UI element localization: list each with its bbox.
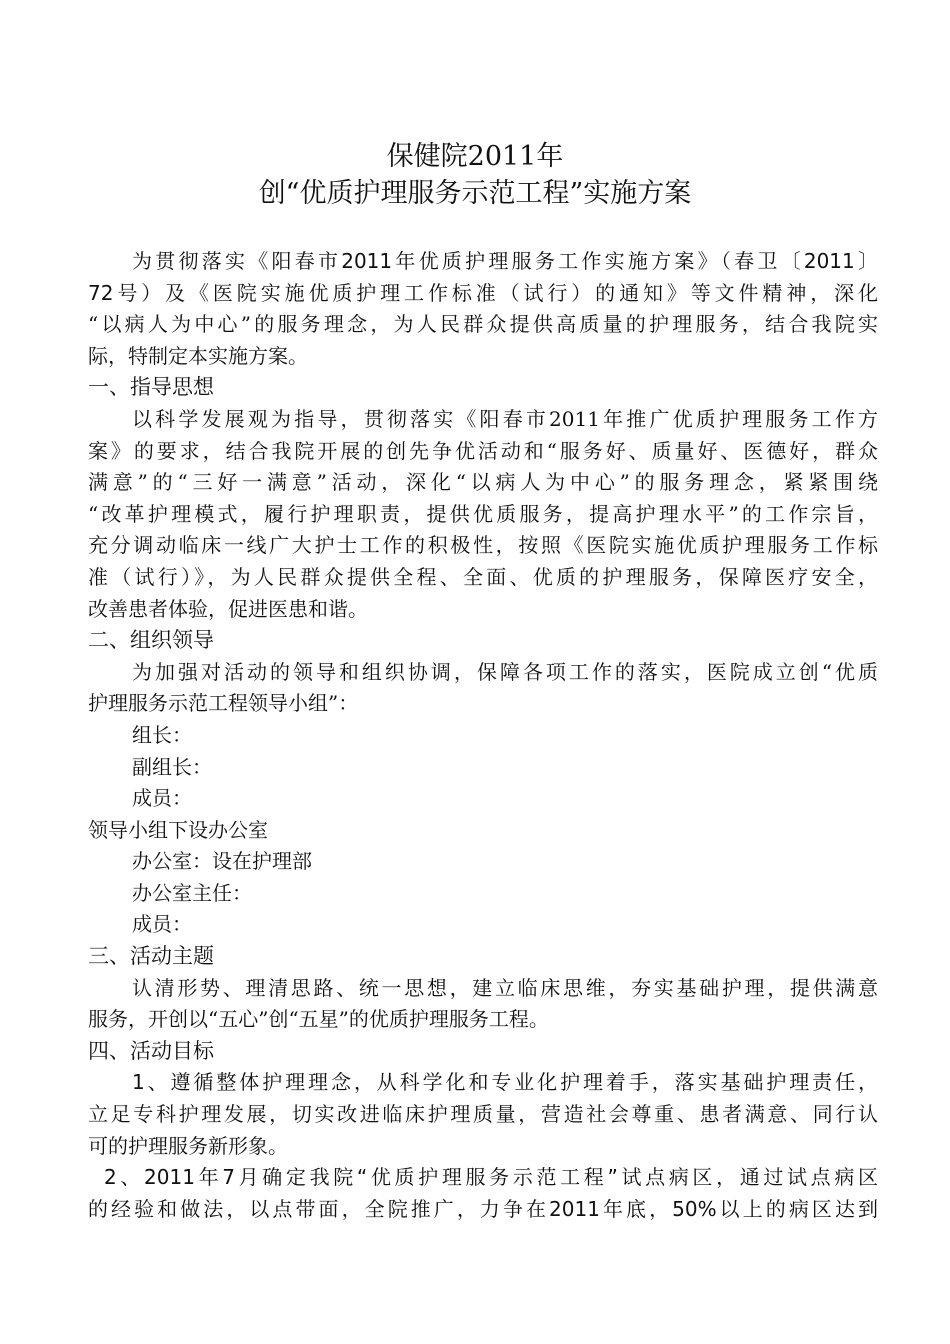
goal-item-line: 的经验和做法，以点带面，全院推广，力争在2011年底，50%以上的病区达到 [88,1196,878,1221]
paragraph-line: 护理服务示范工程领导小组”： [88,691,359,716]
section-heading-guiding-ideology: 一、指导思想 [88,375,214,400]
paragraph-line: 满意”的“三好一满意”活动，深化“以病人为中心”的服务理念，紧紧围绕 [88,470,878,495]
goal-item-line: 立足专科护理发展，切实改进临床护理质量，营造社会尊重、患者满意、同行认 [88,1102,878,1127]
goal-item-line: 1、遵循整体护理理念，从科学化和专业化护理着手，落实基础护理责任， [132,1070,878,1095]
section-heading-goals: 四、活动目标 [88,1038,214,1063]
paragraph-line: 准（试行）》，为人民群众提供全程、全面、优质的护理服务，保障医疗安全， [88,564,878,589]
section-heading-theme: 三、活动主题 [88,944,214,969]
paragraph-line: 认清形势、理清思路、统一思想，建立临床思维，夯实基础护理，提供满意 [132,975,878,1000]
goal-item-line: 可的护理服务新形象。 [88,1133,288,1158]
document-title-line-2: 创“优质护理服务示范工程”实施方案 [258,178,692,209]
office-intro: 领导小组下设办公室 [88,817,268,842]
intro-line: 72号）及《医院实施优质护理工作标准（试行）的通知》等文件精神，深化 [88,280,878,305]
paragraph-line: 案》的要求，结合我院开展的创先争优活动和“服务好、质量好、医德好，群众 [88,438,878,463]
paragraph-line: 以科学发展观为指导，贯彻落实《阳春市2011年推广优质护理服务工作方 [132,406,878,431]
group-leader-label: 组长： [132,722,192,747]
intro-line: “以病人为中心”的服务理念，为人民群众提供高质量的护理服务，结合我院实 [88,312,878,337]
intro-line: 际，特制定本实施方案。 [88,343,308,368]
section-heading-organization: 二、组织领导 [88,628,214,653]
paragraph-line: 为加强对活动的领导和组织协调，保障各项工作的落实，医院成立创“优质 [132,659,878,684]
paragraph-line: “改革护理模式，履行护理职责，提供优质服务，提高护理水平”的工作宗旨， [88,501,878,526]
office-members-label: 成员： [132,912,192,937]
paragraph-line: 充分调动临床一线广大护士工作的积极性，按照《医院实施优质护理服务工作标 [88,533,878,558]
office-director-label: 办公室主任： [132,880,252,905]
goal-item-line: 2、2011年7月确定我院“优质护理服务示范工程”试点病区，通过试点病区 [104,1165,878,1190]
intro-line: 为贯彻落实《阳春市2011年优质护理服务工作实施方案》（春卫〔2011〕 [132,249,878,273]
paragraph-line: 改善患者体验，促进医患和谐。 [88,596,368,621]
document-title-line-1: 保健院2011年 [386,141,564,172]
paragraph-line: 服务，开创以“五心”创“五星”的优质护理服务工程。 [88,1007,549,1032]
document-body [88,246,878,1225]
office-location: 办公室：设在护理部 [132,849,312,874]
members-label: 成员： [132,786,192,811]
vice-leader-label: 副组长： [132,754,212,779]
